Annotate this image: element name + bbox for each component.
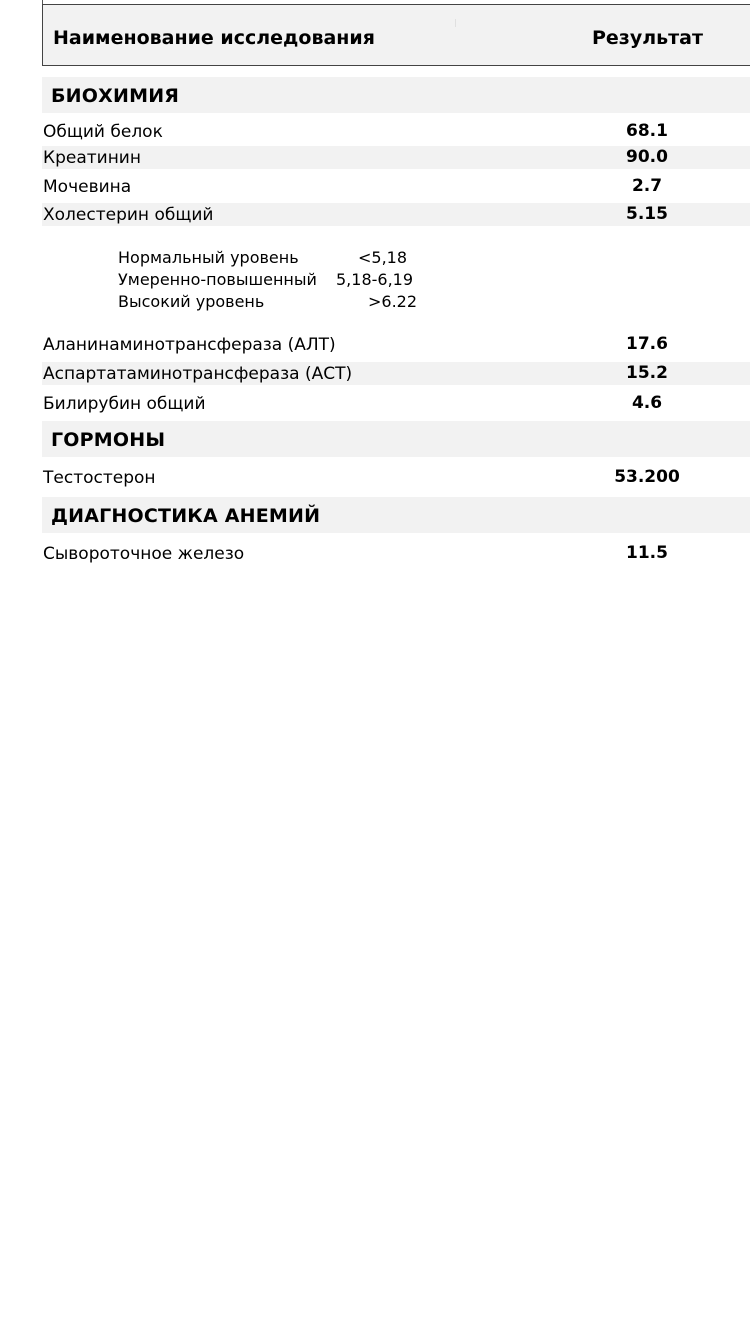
table-row xyxy=(42,203,750,226)
section-header-hormones xyxy=(42,421,750,457)
section-title: БИОХИМИЯ xyxy=(51,85,180,107)
test-name: Тестостерон xyxy=(43,468,156,488)
column-header-result: Результат xyxy=(592,27,704,49)
test-result: 15.2 xyxy=(626,363,668,383)
reference-range: 5,18-6,19 xyxy=(336,270,414,289)
reference-label: Умеренно-повышенный xyxy=(118,270,317,289)
test-name: Билирубин общий xyxy=(43,394,206,414)
table-row xyxy=(42,392,750,415)
test-name: Аспартатаминотрансфераза (АСТ) xyxy=(43,364,353,384)
test-result: 68.1 xyxy=(626,121,668,141)
table-row xyxy=(42,146,750,169)
test-name: Общий белок xyxy=(43,122,163,142)
reference-range: <5,18 xyxy=(358,248,408,267)
column-header-name: Наименование исследования xyxy=(53,27,375,49)
test-result: 2.7 xyxy=(631,176,663,196)
test-name: Холестерин общий xyxy=(43,205,214,225)
test-name: Креатинин xyxy=(43,148,141,168)
test-result: 17.6 xyxy=(626,334,668,354)
reference-label: Нормальный уровень xyxy=(118,248,299,267)
table-header xyxy=(42,4,750,66)
table-row xyxy=(42,542,750,565)
reference-label: Высокий уровень xyxy=(118,292,265,311)
table-row xyxy=(42,362,750,385)
section-title: ДИАГНОСТИКА АНЕМИЙ xyxy=(51,505,321,527)
test-result: 90.0 xyxy=(626,147,668,167)
table-row xyxy=(42,120,750,143)
test-name: Мочевина xyxy=(43,177,132,197)
test-name: Сывороточное железо xyxy=(43,544,245,564)
section-header-anemia-diagnostics xyxy=(42,497,750,533)
test-result: 53.200 xyxy=(614,467,680,487)
table-row xyxy=(42,333,750,356)
reference-range: >6.22 xyxy=(368,292,418,311)
table-row xyxy=(42,175,750,198)
section-title: ГОРМОНЫ xyxy=(51,429,166,451)
test-result: 11.5 xyxy=(626,543,668,563)
section-header-biochemistry xyxy=(42,77,750,113)
table-row xyxy=(42,466,750,489)
test-result: 4.6 xyxy=(631,393,663,413)
test-name: Аланинаминотрансфераза (АЛТ) xyxy=(43,335,336,355)
test-result: 5.15 xyxy=(626,204,668,224)
header-divider xyxy=(455,19,456,27)
